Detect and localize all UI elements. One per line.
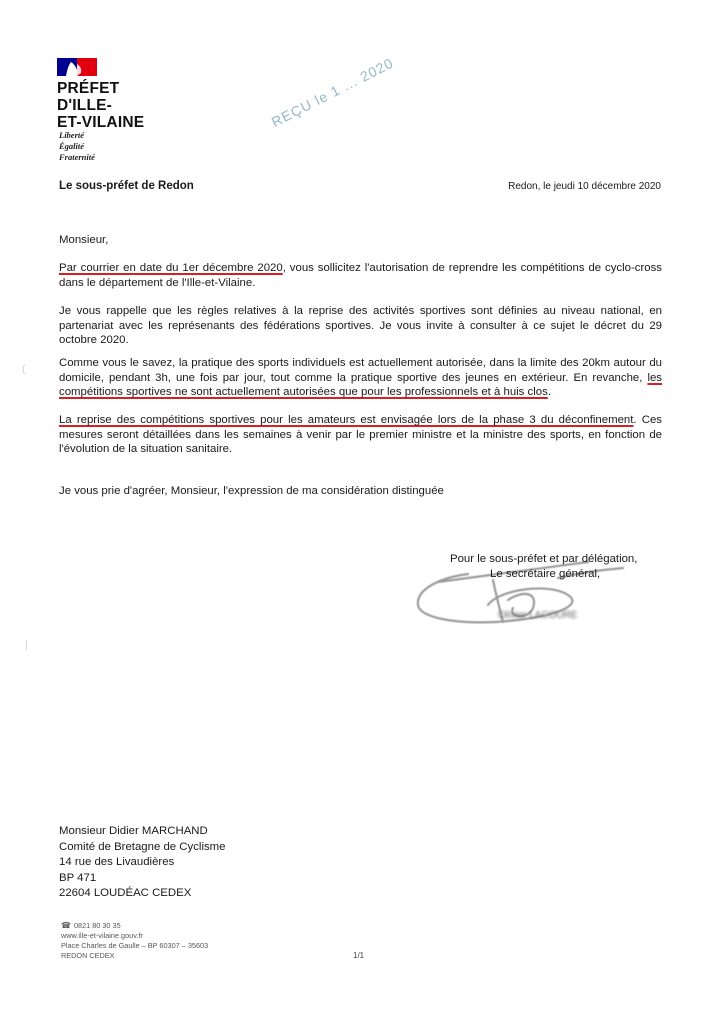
underlined-text: les compétitions sportives ne sont actuellement autorisées que pour les professionnels et à huis clos — [59, 371, 662, 398]
salutation: Monsieur, — [59, 234, 109, 246]
place-date: Redon, le jeudi 10 décembre 2020 — [508, 181, 661, 192]
footer-address-1: Place Charles de Gaulle – BP 60307 – 35603 — [61, 941, 209, 950]
paragraph-1 — [59, 261, 662, 290]
footer-address-2: REDON CEDEX — [61, 951, 115, 960]
recipient-line: BP 471 — [59, 871, 97, 884]
paragraph-4 — [59, 413, 662, 457]
scan-artifact: ( — [22, 364, 26, 375]
republic-motto — [59, 130, 95, 163]
paragraph-text: . — [547, 386, 551, 398]
motto-liberte: Liberté — [59, 130, 85, 140]
footer-contact — [61, 921, 208, 961]
footer-website: www.ille-et-vilaine.gouv.fr — [61, 931, 143, 940]
paragraph-text: , vous sollicitez l'autorisation de reprendre les compétitions de cyclo-cross dans le département de l'Ille-et-Vilaine. — [59, 262, 662, 289]
underlined-text: La reprise des compétitions sportives pour les amateurs est envisagée lors de la phase 3 du déconfinement — [59, 414, 634, 426]
recipient-line: Monsieur Didier MARCHAND — [59, 825, 208, 837]
closing-formula: Je vous prie d'agréer, Monsieur, l'expression de ma considération distinguée — [59, 485, 444, 497]
signature-line-2: Le secrétaire général, — [490, 568, 601, 580]
prefecture-line-2: D'ILLE- — [57, 97, 113, 114]
page-number: 1/1 — [353, 951, 365, 960]
scan-artifact: | — [25, 640, 28, 651]
signature-block — [450, 552, 637, 582]
paragraph-text: Comme vous le savez, la pratique des sports individuels est actuellement autorisée, dans la limite des 20km autour du domicile, pendant 3h, une fois par jour, tout comme la pratique sportive des jeunes en extérieur. En revanche, — [59, 357, 662, 384]
paragraph-3 — [59, 356, 662, 400]
motto-egalite: Égalité — [59, 141, 85, 151]
recipient-line: 14 rue des Livaudières — [59, 856, 175, 868]
prefecture-name — [57, 80, 144, 131]
recipient-line: Comité de Bretagne de Cyclisme — [59, 840, 226, 853]
phone-icon: ☎ — [61, 921, 71, 930]
recipient-address — [59, 824, 226, 902]
paragraph-2: Je vous rappelle que les règles relatives à la reprise des activités sportives sont définies au niveau national, en partenariat avec les représenants des fédérations sportives. Je vous invite à consulter à ce sujet le décret du 29 octobre 2020. — [59, 305, 662, 346]
prefecture-line-3: ET-VILAINE — [57, 114, 145, 131]
underlined-text: Par courrier en date du 1er décembre 2020 — [59, 262, 283, 274]
received-stamp: REÇU le 1 ... 2020 — [268, 54, 397, 130]
signatory-name-blurred: Olivier LACOURE — [498, 610, 578, 621]
paragraph-text: . Ces mesures seront détaillées dans les semaines à venir par le premier ministre et la ministre des sports, en fonction de l'évolution de la situation sanitaire. — [59, 414, 662, 455]
prefecture-line-1: PRÉFET — [57, 80, 120, 97]
marianne-flag-icon — [57, 58, 97, 76]
sender-title: Le sous-préfet de Redon — [59, 180, 194, 192]
motto-fraternite: Fraternité — [59, 152, 95, 162]
footer-phone: 0821 80 30 35 — [73, 921, 121, 930]
recipient-line: 22604 LOUDÉAC CEDEX — [59, 887, 192, 899]
signature-line-1: Pour le sous-préfet et par délégation, — [450, 553, 638, 565]
